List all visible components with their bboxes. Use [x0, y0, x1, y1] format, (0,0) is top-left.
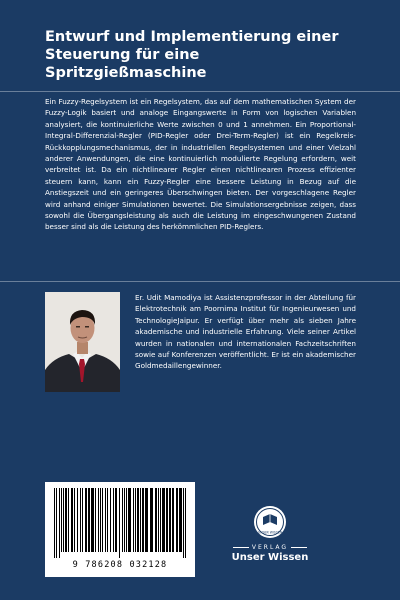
book-description: Ein Fuzzy-Regelsystem ist ein Regelsystem, das auf dem mathematischen System der Fuzzy-Logik basiert und analoge Eingangswerte in Form von logischen Variablen analysiert, die kontinuierliche Werte zwischen 0 und 1 annehmen. Ein Proportional-Integral-Differenzial-Regler (PID-Regler oder Drei-Term-Regler) ist ein Regelkreis-Rückkopplungsmechanismus, der in industriellen Regelsystemen und einer Vielzahl anderer Anwendungen, die eine kontinuierlich modulierte Regelung erfordern, weit verbreitet ist. Da ein nichtlinearer Regler einen nichtlinearen Prozess effizienter steuern kann, kann ein Fuzzy-Regler eine bessere Leistung in Bezug auf die Anstiegszeit und ein geringeres Überschwingen bieten. Der vorgeschlagene Regler wird anhand einiger Simulationen bewertet. Die Simulationsergebnisse zeigen, dass sowohl die Übergangsleistung als auch die Leistung im eingeschwungenen Zustand besser sind als die Leistung des herkömmlichen PID-Reglers. [45, 97, 356, 232]
book-seal-icon [253, 505, 287, 539]
author-photo [45, 292, 120, 392]
author-bio: Er. Udit Mamodiya ist Assistenzprofessor in der Abteilung für Elektrotechnik am Poornima Institut für Ingenieurwesen und TechnologieJaipur. Er verfügt über mehr als sieben Jahre akademische und industrielle Erfahrung. Viele seiner Artikel wurden in nationalen und internationalen Fachzeitschriften sowie auf Konferenzen veröffentlicht. Er ist ein akademischer Goldmedaillengewinner. [135, 293, 356, 371]
publisher-name: Unser Wissen [231, 552, 309, 563]
svg-text:UNSER WISSEN: UNSER WISSEN [257, 530, 283, 535]
barcode-graphic [52, 488, 188, 558]
divider-top [0, 91, 400, 92]
publisher-label: VERLAG [215, 544, 325, 551]
isbn-barcode [45, 482, 195, 577]
divider-bottom [0, 281, 400, 282]
publisher-mark [215, 505, 325, 565]
isbn-number: 9 786208 032128 [72, 560, 168, 570]
book-title: Entwurf und Implementierung einer Steuerung für eine Spritzgießmaschine [45, 29, 339, 81]
